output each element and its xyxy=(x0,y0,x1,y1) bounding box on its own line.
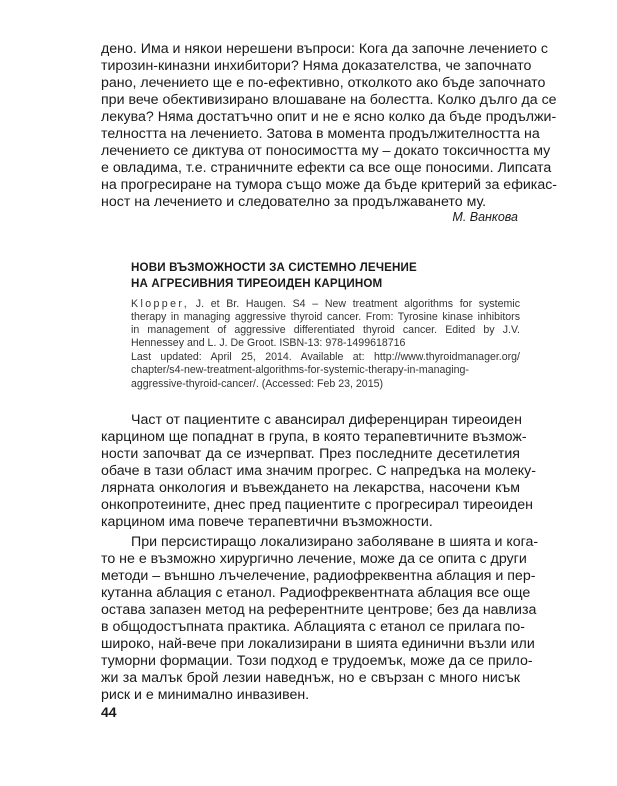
body-paragraph-line: методи – външно лъчелечение, радиофреквентна аблация и пер- xyxy=(101,568,536,584)
reference-line: aggressive-thyroid-cancer/. (Accessed: Feb 23, 2015) xyxy=(131,378,384,390)
top-paragraph-line: лекува? Няма достатъчно опит и не е ясно колко да бъде продължи- xyxy=(101,109,557,125)
top-paragraph-line: е овладима, т.е. страничните ефекти са все още поносими. Липсата xyxy=(101,160,552,176)
body-paragraph-line: обаче в тази област има значим прогрес. С напредъка на молеку- xyxy=(101,463,536,479)
body-paragraph-line: ности започват да се изчерпват. През последните десетилетия xyxy=(101,446,520,462)
body-paragraph-line: онкопротеините, днес пред пациентите с прогресирал тиреоиден xyxy=(101,497,534,513)
body-paragraph-line: остава запазен метод на референтните центрове; без да навлиза xyxy=(101,602,537,618)
author-signature: М. Ванкова xyxy=(452,210,518,224)
reference-line: therapy in managing aggressive thyroid cancer. From: Tyrosine kinase inhibitors xyxy=(131,311,520,323)
body-paragraph-line: Част от пациентите с авансирал диференциран тиреоиден xyxy=(131,412,522,428)
top-paragraph-line: на прогресиране на тумора също може да бъде критерий за ефикас- xyxy=(101,177,558,193)
article-title-line: НОВИ ВЪЗМОЖНОСТИ ЗА СИСТЕМНО ЛЕЧЕНИЕ xyxy=(131,261,417,274)
body-paragraph-line: жи за малък брой лезии наведнъж, но е свързан с много нисък xyxy=(101,670,520,686)
reference-title-start: J. et Br. Haugen. S4 – New treatment algorithms for systemic xyxy=(189,298,520,310)
body-paragraph-line: то не е възможно хирургично лечение, може да се опита с други xyxy=(101,551,527,567)
page-number: 44 xyxy=(101,704,117,720)
body-paragraph-line: карцином ще попаднат в група, в която терапевтичните възмож- xyxy=(101,429,527,445)
top-paragraph-line: телността на лечението. Затова в момента продължителността на xyxy=(101,126,540,142)
reference-line: in management of aggressive differentiated thyroid cancer. Edited by J.V. xyxy=(131,324,520,336)
body-paragraph-line: лярната онкология и въвеждането на лекарства, насочени към xyxy=(101,480,520,496)
body-paragraph-line: туморни формации. Този подход е трудоемък, може да се прило- xyxy=(101,653,533,669)
article-title-line: НА АГРЕСИВНИЯ ТИРЕОИДЕН КАРЦИНОМ xyxy=(131,277,383,290)
reference-authors: Klopper, xyxy=(131,298,190,310)
body-paragraph-line: риск и е минимално инвазивен. xyxy=(101,687,310,703)
top-paragraph-line: рано, лечението ще е по-ефективно, отколкото ако бъде започнато xyxy=(101,75,546,91)
body-paragraph-line: При персистиращо локализирано заболяване в шията и кога- xyxy=(131,534,539,550)
top-paragraph-line: при вече обективизирано влошаване на болестта. Колко дълго да се xyxy=(101,92,557,108)
top-paragraph-line: дено. Има и някои нерешени въпроси: Кога да започне лечението с xyxy=(101,41,548,57)
reference-line: Hennessey and L. J. De Groot. ISBN-13: 978-1499618716 xyxy=(131,337,406,349)
reference-line: chapter/s4-new-treatment-algorithms-for-systemic-therapy-in-managing- xyxy=(131,364,469,376)
body-paragraph-line: широко, най-вече при локализирани в шията единични възли или xyxy=(101,636,535,652)
reference-line xyxy=(131,298,520,312)
top-paragraph-line: ност на лечението и следователно за продължаването му. xyxy=(101,194,487,210)
body-paragraph-line: кутанна аблация с етанол. Радиофреквентната аблация все още xyxy=(101,585,531,601)
top-paragraph-line: лечението се диктува от поносимостта му – докато токсичността му xyxy=(101,143,551,159)
body-paragraph-line: в общодостъпната практика. Аблацията с етанол се прилага по- xyxy=(101,619,525,635)
body-paragraph-line: карцином има повече терапевтични възможности. xyxy=(101,514,433,530)
top-paragraph-line: тирозин-киназни инхибитори? Няма доказателства, че започнато xyxy=(101,58,532,74)
reference-line: Last updated: April 25, 2014. Available at: http://www.thyroidmanager.org/ xyxy=(131,351,520,363)
